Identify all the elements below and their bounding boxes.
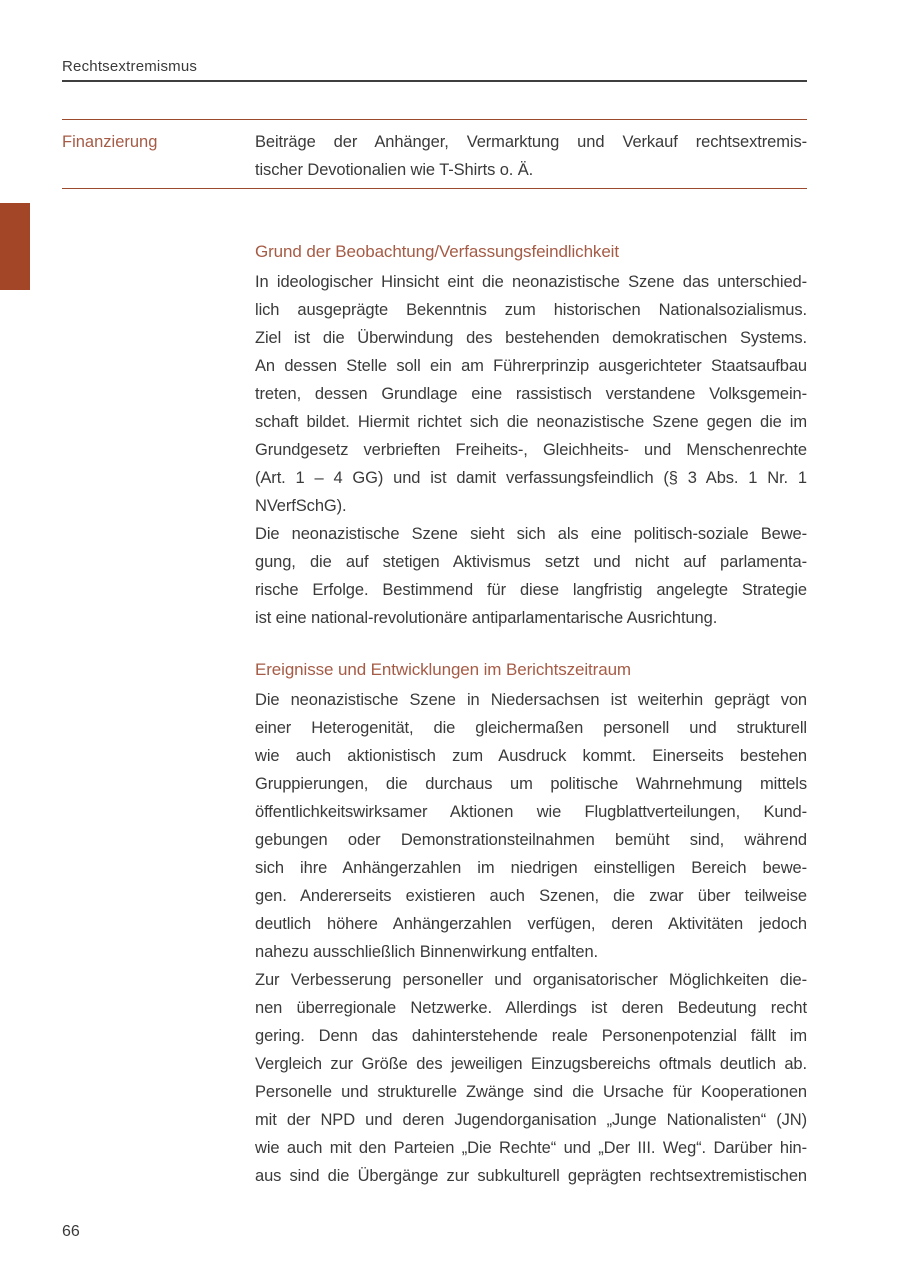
paragraph (255, 268, 807, 520)
running-head: Rechtsextremismus (62, 58, 198, 75)
text-line: An dessen Stelle soll ein am Führerprinzip ausgerichteter Staatsaufbau (255, 357, 807, 375)
page-number: 66 (62, 1223, 80, 1240)
text-line: einer Heterogenität, die gleichermaßen personell und strukturell (255, 719, 807, 737)
text-line: rische Erfolge. Bestimmend für diese langfristig angelegte Strategie (255, 581, 807, 599)
text-line: wie auch aktionistisch zum Ausdruck kommt. Einerseits bestehen (255, 747, 807, 765)
text-line: Die neonazistische Szene sieht sich als eine politisch-soziale Bewe- (255, 525, 807, 543)
text-line: In ideologischer Hinsicht eint die neonazistische Szene das unterschied- (255, 273, 807, 291)
text-line: Ziel ist die Überwindung des bestehenden demokratischen Systems. (255, 329, 807, 347)
text-line: wie auch mit den Parteien „Die Rechte“ und „Der III. Weg“. Darüber hin- (255, 1139, 807, 1157)
text-line: deutlich höhere Anhängerzahlen verfügen, deren Aktivitäten jedoch (255, 915, 807, 933)
text-line: mit der NPD und deren Jugendorganisation „Junge Nationalisten“ (JN) (255, 1111, 807, 1129)
paragraph (255, 128, 807, 184)
section-heading: Grund der Beobachtung/Verfassungsfeindlichkeit (255, 242, 619, 261)
content-section (255, 238, 807, 632)
body-column (255, 238, 807, 1190)
text-line: Grundgesetz verbrieften Freiheits-, Gleichheits- und Menschenrechte (255, 441, 807, 459)
sections (255, 238, 807, 1190)
finanzierung-info-box (62, 119, 807, 189)
text-line: aus sind die Übergänge zur subkulturell geprägten rechtsextremistischen (255, 1167, 807, 1185)
text-line: Zur Verbesserung personeller und organisatorischer Möglichkeiten die- (255, 971, 807, 989)
text-line: gering. Denn das dahinterstehende reale Personenpotenzial fällt im (255, 1027, 807, 1045)
paragraph (255, 686, 807, 966)
text-line: Vergleich zur Größe des jeweiligen Einzugsbereichs oftmals deutlich ab. (255, 1055, 807, 1073)
info-box-text (255, 128, 807, 184)
text-line: Beiträge der Anhänger, Vermarktung und Verkauf rechtsextremis- (255, 133, 807, 151)
paragraph (255, 520, 807, 632)
info-box-label: Finanzierung (62, 133, 158, 151)
text-line: gen. Andererseits existieren auch Szenen, die zwar über teilweise (255, 887, 807, 905)
text-line: sich ihre Anhängerzahlen im niedrigen einstelligen Bereich bewe- (255, 859, 807, 877)
text-line: (Art. 1 – 4 GG) und ist damit verfassungsfeindlich (§ 3 Abs. 1 Nr. 1 (255, 469, 807, 487)
text-line: nahezu ausschließlich Binnenwirkung entfalten. (255, 943, 599, 961)
text-line: ist eine national-revolutionäre antiparlamentarische Ausrichtung. (255, 609, 718, 627)
text-line: lich ausgeprägte Bekenntnis zum historischen Nationalsozialismus. (255, 301, 807, 319)
header-rule (62, 80, 807, 82)
text-line: nen überregionale Netzwerke. Allerdings ist deren Bedeutung recht (255, 999, 807, 1017)
text-line: NVerfSchG). (255, 497, 347, 515)
text-line: Die neonazistische Szene in Niedersachsen ist weiterhin geprägt von (255, 691, 807, 709)
text-line: Gruppierungen, die durchaus um politische Wahrnehmung mittels (255, 775, 807, 793)
text-line: Personelle und strukturelle Zwänge sind die Ursache für Kooperationen (255, 1083, 807, 1101)
text-line: gung, die auf stetigen Aktivismus setzt und nicht auf parlamenta- (255, 553, 807, 571)
text-line: schaft bildet. Hiermit richtet sich die neonazistische Szene gegen die im (255, 413, 807, 431)
text-line: tischer Devotionalien wie T-Shirts o. Ä. (255, 161, 534, 179)
chapter-side-tab (0, 203, 30, 290)
paragraph (255, 966, 807, 1190)
section-heading: Ereignisse und Entwicklungen im Berichtszeitraum (255, 660, 631, 679)
content-section (255, 656, 807, 1190)
text-line: öffentlichkeitswirksamer Aktionen wie Flugblattverteilungen, Kund- (255, 803, 807, 821)
text-line: treten, dessen Grundlage eine rassistisch verstandene Volksgemein- (255, 385, 807, 403)
text-line: gebungen oder Demonstrationsteilnahmen bemüht sind, während (255, 831, 807, 849)
